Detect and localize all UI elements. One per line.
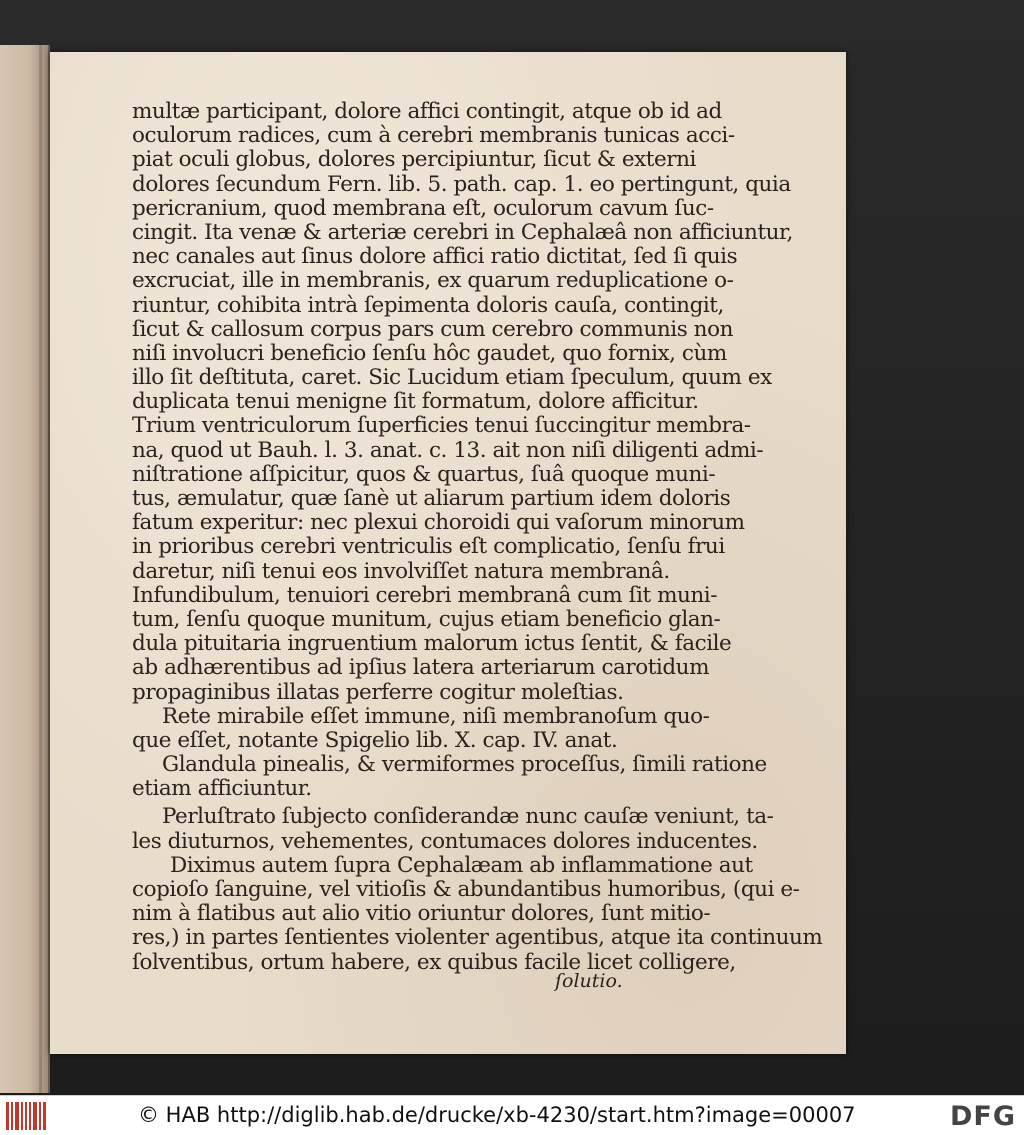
text-line: illo ſit deſtituta, caret. Sic Lucidum etiam ſpeculum, quum ex (132, 365, 772, 391)
text-line: que eſſet, notante Spigelio lib. X. cap. IV. anat. (132, 727, 618, 753)
page-text (132, 99, 823, 975)
text-line: Perluſtrato ſubjecto conſiderandæ nunc cauſæ veniunt, ta- (162, 804, 774, 830)
text-line: tus, æmulatur, quæ ſanè ut aliarum partium idem doloris (132, 486, 731, 511)
text-line: fatum experitur: nec plexui choroidi qui vaſorum minorum (132, 510, 745, 536)
dfg-logo: DFG (949, 1101, 1016, 1132)
text-line: pericranium, quod membrana eſt, oculorum cavum ſuc- (132, 195, 714, 221)
text-line: Rete mirabile eſſet immune, niſi membranoſum quo- (162, 703, 710, 729)
text-line: ſolventibus, ortum habere, ex quibus facile licet colligere, (132, 949, 736, 975)
text-line: Trium ventriculorum ſuperficies tenui ſuccingitur membra- (132, 413, 751, 439)
footer-bar (0, 1095, 1024, 1135)
text-line: copioſo ſanguine, vel vitioſis & abundantibus humoribus, (qui e- (132, 877, 800, 902)
text-line: res,) in partes ſentientes violenter agentibus, atque ita continuum (132, 925, 823, 951)
source-credit-link[interactable]: © HAB http://diglib.hab.de/drucke/xb-4230/start.htm?image=00007 (138, 1103, 856, 1127)
text-line: excruciat, ille in membranis, ex quarum reduplicatione o- (132, 268, 734, 294)
text-line: ab adhærentibus ad ipſius latera arteriarum carotidum (132, 655, 710, 681)
text-line: etiam afficiuntur. (132, 776, 312, 802)
text-line: oculorum radices, cum à cerebri membranis tunicas acci- (132, 123, 735, 149)
text-line: daretur, niſi tenui eos involviſſet natura membranâ. (132, 558, 670, 584)
text-line: na, quod ut Bauh. l. 3. anat. c. 13. ait non niſi diligenti admi- (132, 437, 764, 463)
text-line: Glandula pinealis, & vermiformes proceſſus, ſimili ratione (162, 752, 767, 778)
barcode-icon (6, 1102, 46, 1130)
text-line: cingit. Ita venæ & arteriæ cerebri in Cephalæâ non afficiuntur, (132, 219, 793, 245)
text-line: nim à flatibus aut alio vitio oriuntur dolores, ſunt mitio- (132, 901, 711, 927)
text-line: tum, ſenſu quoque munitum, cujus etiam beneficio glan- (132, 606, 721, 632)
text-line: propaginibus illatas perferre cogitur moleſtias. (132, 679, 624, 705)
text-line: piat oculi globus, dolores percipiuntur, ſicut & externi (132, 147, 696, 173)
text-line: niſtratione aſſpicitur, quos & quartus, ſuâ quoque muni- (132, 461, 716, 487)
text-line: Infundibulum, tenuiori cerebri membranâ cum ſit muni- (132, 582, 718, 608)
text-line: riuntur, cohibita intrà ſepimenta doloris cauſa, contingit, (132, 292, 724, 318)
text-line: dolores ſecundum Fern. lib. 5. path. cap. 1. eo pertingunt, quia (132, 171, 791, 197)
text-line: ſicut & callosum corpus pars cum cerebro communis non (132, 316, 733, 342)
text-line: duplicata tenui menigne ſit formatum, dolore afficitur. (132, 389, 699, 415)
text-line: les diuturnos, vehementes, contumaces dolores inducentes. (132, 828, 758, 854)
catchword: ſolutio. (555, 970, 623, 992)
scanned-page (50, 52, 846, 1054)
text-line: multæ participant, dolore affici contingit, atque ob id ad (132, 99, 722, 124)
previous-page-edge (0, 45, 50, 1093)
text-line: in prioribus cerebri ventriculis eſt complicatio, ſenſu frui (132, 534, 725, 560)
text-line: Diximus autem ſupra Cephalæam ab inflammatione aut (170, 852, 753, 878)
text-line: nec canales aut ſinus dolore affici ratio dictitat, ſed ſi quis (132, 244, 738, 270)
text-line: niſi involucri beneficio ſenſu hôc gaudet, quo fornix, cùm (132, 340, 727, 366)
text-line: dula pituitaria ingruentium malorum ictus ſentit, & facile (132, 631, 732, 657)
